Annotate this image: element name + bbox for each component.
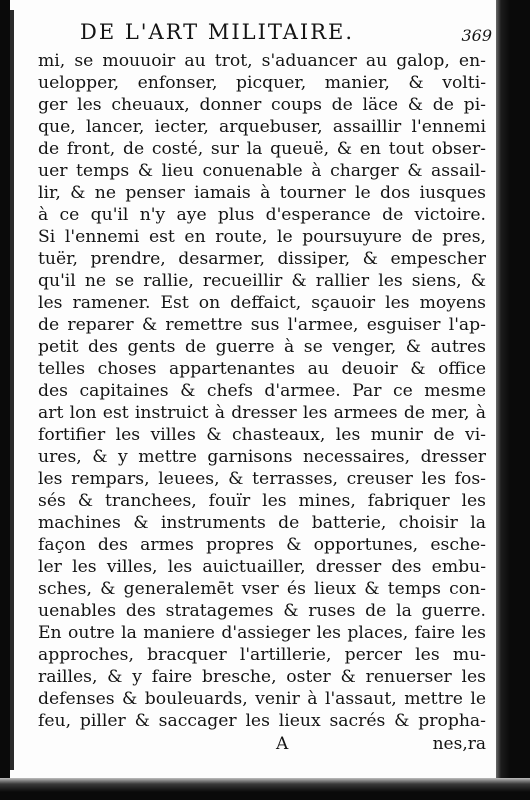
text-line: Si l'ennemi est en route, le poursuyure de pres, <box>38 227 486 247</box>
text-line: qu'il ne se rallie, recueillir & rallier les siens, & <box>38 271 486 291</box>
page-footer <box>38 734 486 758</box>
text-line: machines & instruments de batterie, choisir la <box>38 513 486 533</box>
text-line: uelopper, enfonser, picquer, manier, & volti- <box>38 73 486 93</box>
text-line: que, lancer, iecter, arquebuser, assaillir l'ennemi <box>38 117 486 137</box>
text-line: de reparer & remettre sus l'armee, esguiser l'ap- <box>38 315 486 335</box>
text-line: uenables des stratagemes & ruses de la guerre. <box>38 601 486 621</box>
text-line: petit des gents de guerre à se venger, & autres <box>38 337 486 357</box>
page-number: 369 <box>461 26 492 45</box>
text-line: ger les cheuaux, donner coups de läce & de pi- <box>38 95 486 115</box>
text-line: uer temps & lieu conuenable à charger & assail- <box>38 161 486 181</box>
text-line: approches, bracquer l'artillerie, percer les mu- <box>38 645 486 665</box>
signature-mark: A <box>276 734 289 754</box>
text-line: fortifier les villes & chasteaux, les munir de vi- <box>38 425 486 445</box>
text-line: sés & tranchees, fouïr les mines, fabriquer les <box>38 491 486 511</box>
binding-shadow <box>10 10 14 770</box>
page-edge-bottom <box>0 778 530 800</box>
catchword: nes,ra <box>432 734 486 754</box>
text-line: sches, & generalemēt vser és lieux & temps con- <box>38 579 486 599</box>
text-line: telles choses appartenantes au deuoir & office <box>38 359 486 379</box>
text-line: defenses & bouleuards, venir à l'assaut, mettre le <box>38 689 486 709</box>
book-page <box>38 14 494 774</box>
text-line: de front, de costé, sur la queuë, & en tout obser- <box>38 139 486 159</box>
text-line: à ce qu'il n'y aye plus d'esperance de victoire. <box>38 205 486 225</box>
text-line: art lon est instruict à dresser les armees de mer, à <box>38 403 486 423</box>
text-line: lir, & ne penser iamais à tourner le dos iusques <box>38 183 486 203</box>
text-line: des capitaines & chefs d'armee. Par ce mesme <box>38 381 486 401</box>
text-line: les rempars, leuees, & terrasses, creuser les fos- <box>38 469 486 489</box>
text-line: façon des armes propres & opportunes, esche- <box>38 535 486 555</box>
running-title: DE L'ART MILITAIRE. <box>80 20 355 44</box>
text-line: feu, piller & saccager les lieux sacrés & propha- <box>38 711 486 731</box>
text-line: En outre la maniere d'assieger les places, faire les <box>38 623 486 643</box>
binding-gutter <box>0 0 10 800</box>
text-line: ler les villes, les auictuailler, dresser des embu- <box>38 557 486 577</box>
text-line: ures, & y mettre garnisons necessaires, dresser <box>38 447 486 467</box>
text-line: mi, se mouuoir au trot, s'aduancer au galop, en- <box>38 51 486 71</box>
text-line: les ramener. Est on deffaict, sçauoir les moyens <box>38 293 486 313</box>
page-header <box>38 14 494 50</box>
page-edge-right <box>496 0 530 800</box>
text-line: railles, & y faire bresche, oster & renuerser les <box>38 667 486 687</box>
text-line: tuër, prendre, desarmer, dissiper, & empescher <box>38 249 486 269</box>
